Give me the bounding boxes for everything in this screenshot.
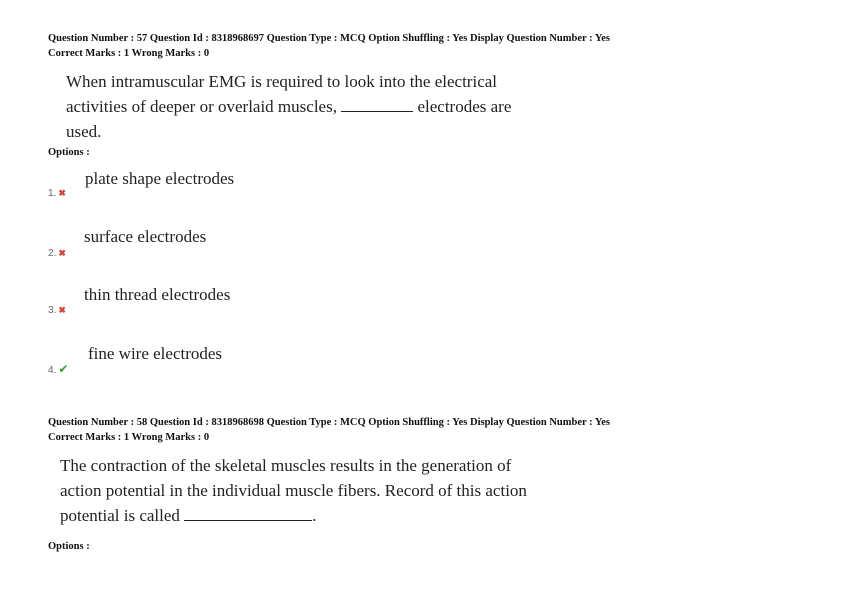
q57-marks-line: Correct Marks : 1 Wrong Marks : 0 (48, 48, 210, 59)
answer-blank (184, 504, 312, 521)
q57-option-2-text: surface electrodes (84, 227, 207, 246)
correct-check-icon: ✔ (58, 362, 69, 376)
q58-text-line-3: potential is called . (60, 506, 317, 525)
q57-option-1-number: 1. ✖ (48, 188, 66, 199)
q57-option-2-number: 2. ✖ (48, 248, 66, 259)
q58-marks-line: Correct Marks : 1 Wrong Marks : 0 (48, 432, 210, 443)
q58-options-label: Options : (48, 541, 90, 552)
q57-options-label: Options : (48, 147, 90, 158)
q58-meta-line-1: Question Number : 58 Question Id : 8318968698 Question Type : MCQ Option Shuffling : Yes Display Question Number : Yes (48, 417, 611, 428)
q58-text-line-2: action potential in the individual muscle fibers. Record of this action (60, 481, 527, 500)
q58-question-text (60, 453, 527, 528)
answer-blank (341, 95, 413, 112)
q57-option-4-text: fine wire electrodes (88, 344, 223, 363)
q57-question-text (66, 69, 511, 144)
q57-meta-line-1: Question Number : 57 Question Id : 8318968697 Question Type : MCQ Option Shuffling : Yes Display Question Number : Yes (48, 33, 611, 44)
q58-text-line-1: The contraction of the skeletal muscles results in the generation of (60, 456, 512, 475)
q57-text-line-3: used. (66, 122, 102, 141)
q57-text-line-2: activities of deeper or overlaid muscles, electrodes are (66, 97, 512, 116)
q57-option-4-number: 4. ✔ (48, 362, 69, 376)
wrong-mark-icon: ✖ (58, 248, 66, 258)
q57-option-1-text: plate shape electrodes (85, 169, 235, 188)
wrong-mark-icon: ✖ (58, 305, 66, 315)
wrong-mark-icon: ✖ (58, 188, 66, 198)
q57-option-3-text: thin thread electrodes (84, 285, 231, 304)
q57-option-3-number: 3. ✖ (48, 305, 66, 316)
q57-text-line-1: When intramuscular EMG is required to look into the electrical (66, 72, 498, 91)
